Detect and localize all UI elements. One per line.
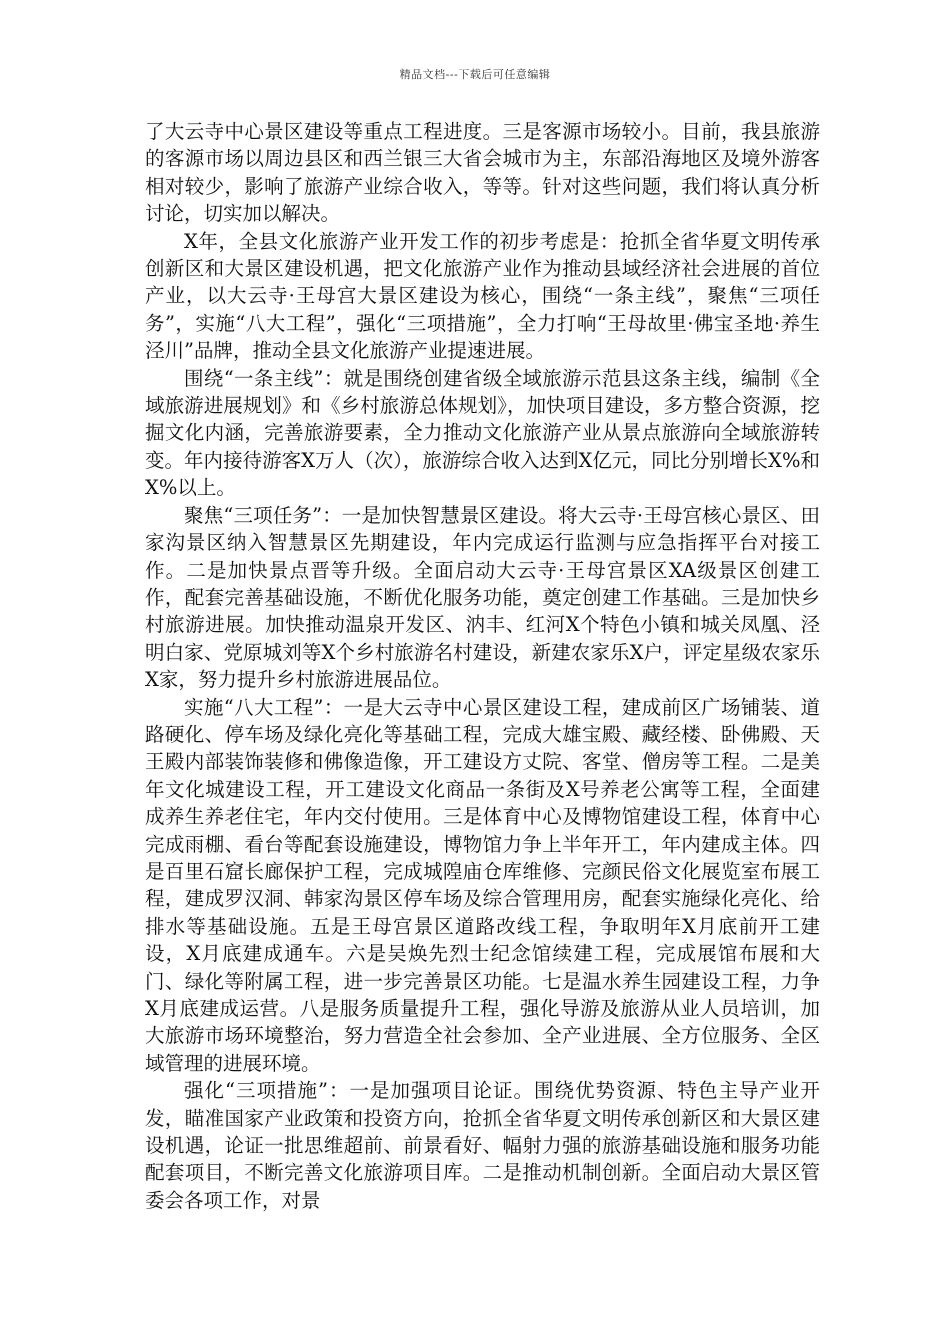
paragraph-three-measures: 强化“三项措施”：一是加强项目论证。围绕优势资源、特色主导产业开发，瞄准国家产业政策和投资方向，抢抓全省华夏文明传承创新区和大景区建设机遇，论证一批思维超前、前景看好、幅射力强的旅游基础设施和服务功能配套项目，不断完善文化旅游项目库。二是推动机制创新。全面启动大景区管委会各项工作，对景 bbox=[145, 1079, 820, 1212]
paragraph-main-line: 围绕“一条主线”：就是围绕创建省级全域旅游示范县这条主线，编制《全域旅游进展规划》和《乡村旅游总体规划》，加快项目建设，多方整合资源，挖掘文化内涵，完善旅游要素，全力推动文化旅游产业从景点旅游向全域旅游转变。年内接待游客X万人（次），旅游综合收入达到X亿元，同比分别增长X%和X%以上。 bbox=[145, 366, 820, 500]
document-body bbox=[145, 118, 820, 1214]
paragraph-three-tasks: 聚焦“三项任务”：一是加快智慧景区建设。将大云寺·王母宫核心景区、田家沟景区纳入智慧景区先期建设，年内完成运行监测与应急指挥平台对接工作。二是加快景点晋等升级。全面启动大云寺·王母宫景区XA级景区创建工作，配套完善基础设施，不断优化服务功能，奠定创建工作基础。三是加快乡村旅游进展。加快推动温泉开发区、汭丰、红河X个特色小镇和城关凤凰、泾明白家、党原城刘等X个乡村旅游名村建设，新建农家乐X户，评定星级农家乐X家，努力提升乡村旅游进展品位。 bbox=[145, 503, 820, 692]
paragraph-annual-plan: X年，全县文化旅游产业开发工作的初步考虑是：抢抓全省华夏文明传承创新区和大景区建设机遇，把文化旅游产业作为推动县域经济社会进展的首位产业，以大云寺·王母宫大景区建设为核心，围绕“一条主线”，聚焦“三项任务”，实施“八大工程”，强化“三项措施”，全力打响“王母故里·佛宝圣地·养生泾川”品牌，推动全县文化旅游产业提速进展。 bbox=[145, 229, 820, 363]
paragraph-continuation: 了大云寺中心景区建设等重点工程进度。三是客源市场较小。目前，我县旅游的客源市场以周边县区和西兰银三大省会城市为主，东部沿海地区及境外游客相对较少，影响了旅游产业综合收入，等等。针对这些问题，我们将认真分析讨论，切实加以解决。 bbox=[145, 120, 820, 226]
paragraph-eight-projects: 实施“八大工程”：一是大云寺中心景区建设工程，建成前区广场铺装、道路硬化、停车场及绿化亮化等基础工程，完成大雄宝殿、藏经楼、卧佛殿、天王殿内部装饰装修和佛像造像，开工建设方丈院、客堂、僧房等工程。二是美年文化城建设工程，开工建设文化商品一条街及X号养老公寓等工程，全面建成养生养老住宅，年内交付使用。三是体育中心及博物馆建设工程，体育中心完成雨棚、看台等配套设施建设，博物馆力争上半年开工，年内建成主体。四是百里石窟长廊保护工程，完成城隍庙仓库维修、完颜民俗文化展览室布展工程，建成罗汉洞、韩家沟景区停车场及综合管理用房，配套实施绿化亮化、给排水等基础设施。五是王母宫景区道路改线工程，争取明年X月底前开工建设，X月底建成通车。六是吴焕先烈士纪念馆续建工程，完成展馆布展和大门、绿化等附属工程，进一步完善景区功能。七是温水养生园建设工程，力争X月底建成运营。八是服务质量提升工程，强化导游及旅游从业人员培训，加大旅游市场环境整治，努力营造全社会参加、全产业进展、全方位服务、全区域管理的进展环境。 bbox=[145, 695, 820, 1075]
page-header: 精品文档---下载后可任意编辑 bbox=[399, 68, 551, 81]
